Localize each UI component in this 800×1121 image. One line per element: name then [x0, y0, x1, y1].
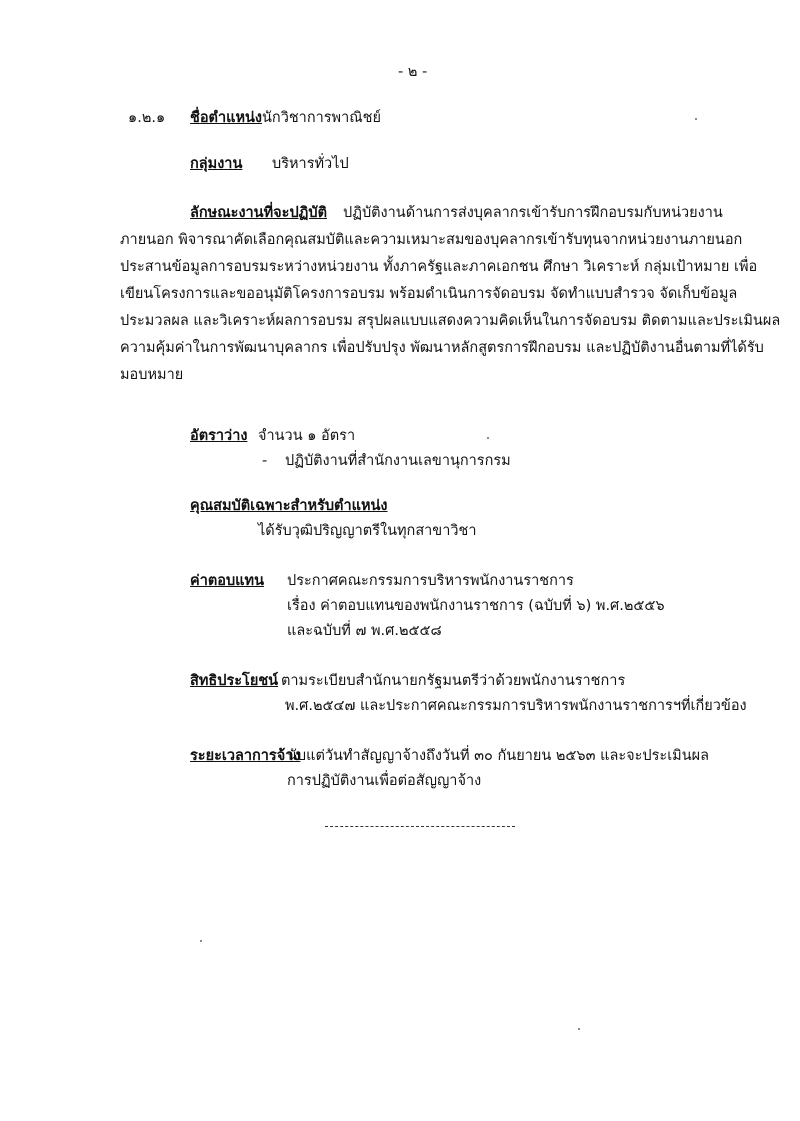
- group-value: บริหารทั่วไป: [272, 156, 349, 172]
- duties-line: ประมวลผล และวิเคราะห์ผลการอบรม สรุปผลแบบแสดงความคิดเห็นในการจัดอบรม ติดตามและประเมินผล: [120, 313, 781, 329]
- scan-speck: [487, 437, 489, 439]
- page-number: - ๒ -: [398, 64, 428, 80]
- group-label: กลุ่มงาน: [190, 156, 243, 172]
- compensation-line: เรื่อง ค่าตอบแทนของพนักงานราชการ (ฉบับที่ ๖) พ.ศ.๒๕๕๖: [287, 598, 665, 614]
- scan-speck: [200, 940, 202, 942]
- position-label: ชื่อตำแหน่ง: [190, 110, 263, 126]
- duties-line: มอบหมาย: [120, 367, 184, 383]
- duties-label: ลักษณะงานที่จะปฏิบัติ: [190, 205, 327, 221]
- scan-speck: [695, 118, 697, 120]
- duties-line: ความคุ้มค่าในการพัฒนาบุคลากร เพื่อปรับปรุง พัฒนาหลักสูตรการฝึกอบรม และปฏิบัติงานอื่นตามที่ได้รับ: [120, 340, 764, 356]
- vacancy-value: จำนวน ๑ อัตรา: [258, 428, 356, 444]
- compensation-line: และฉบับที่ ๗ พ.ศ.๒๕๕๘: [287, 623, 442, 639]
- employment-period-line: การปฏิบัติงานเพื่อต่อสัญญาจ้าง: [287, 773, 482, 789]
- vacancy-bullet: -: [262, 453, 268, 469]
- employment-period-label: ระยะเวลาการจ้าง: [190, 748, 301, 764]
- vacancy-location: ปฏิบัติงานที่สำนักงานเลขานุการกรม: [285, 453, 511, 469]
- scan-speck: [578, 1028, 580, 1030]
- position-value: นักวิชาการพาณิชย์: [262, 110, 382, 126]
- duties-line: ประสานข้อมูลการอบรมระหว่างหน่วยงาน ทั้งภาครัฐและภาคเอกชน ศึกษา วิเคราะห์ กลุ่มเป้าหมาย เพื่อ: [120, 259, 758, 275]
- employment-period-line: นับแต่วันทำสัญญาจ้างถึงวันที่ ๓๐ กันยายน ๒๕๖๓ และจะประเมินผล: [287, 748, 710, 764]
- qualification-label: คุณสมบัติเฉพาะสำหรับตำแหน่ง: [190, 498, 388, 514]
- benefits-line: ตามระเบียบสำนักนายกรัฐมนตรีว่าด้วยพนักงานราชการ: [281, 673, 626, 689]
- qualification-value: ได้รับวุฒิปริญญาตรีในทุกสาขาวิชา: [258, 523, 477, 539]
- compensation-label: ค่าตอบแทน: [190, 573, 264, 589]
- benefits-label: สิทธิประโยชน์: [190, 673, 279, 689]
- compensation-line: ประกาศคณะกรรมการบริหารพนักงานราชการ: [287, 573, 574, 589]
- duties-line: ปฏิบัติงานด้านการส่งบุคลากรเข้ารับการฝึกอบรมกับหน่วยงาน: [343, 205, 723, 221]
- end-divider: [325, 826, 515, 827]
- duties-line: ภายนอก พิจารณาคัดเลือกคุณสมบัติและความเหมาะสมของบุคลากรเข้ารับทุนจากหน่วยงานภายนอก: [120, 232, 743, 248]
- section-number: ๑.๒.๑: [128, 110, 166, 126]
- duties-line: เขียนโครงการและขออนุมัติโครงการอบรม พร้อมดำเนินการจัดอบรม จัดทำแบบสำรวจ จัดเก็บข้อมูล: [120, 286, 738, 302]
- vacancy-label: อัตราว่าง: [190, 428, 248, 444]
- benefits-line: พ.ศ.๒๕๔๗ และประกาศคณะกรรมการบริหารพนักงานราชการฯที่เกี่ยวข้อง: [285, 698, 747, 714]
